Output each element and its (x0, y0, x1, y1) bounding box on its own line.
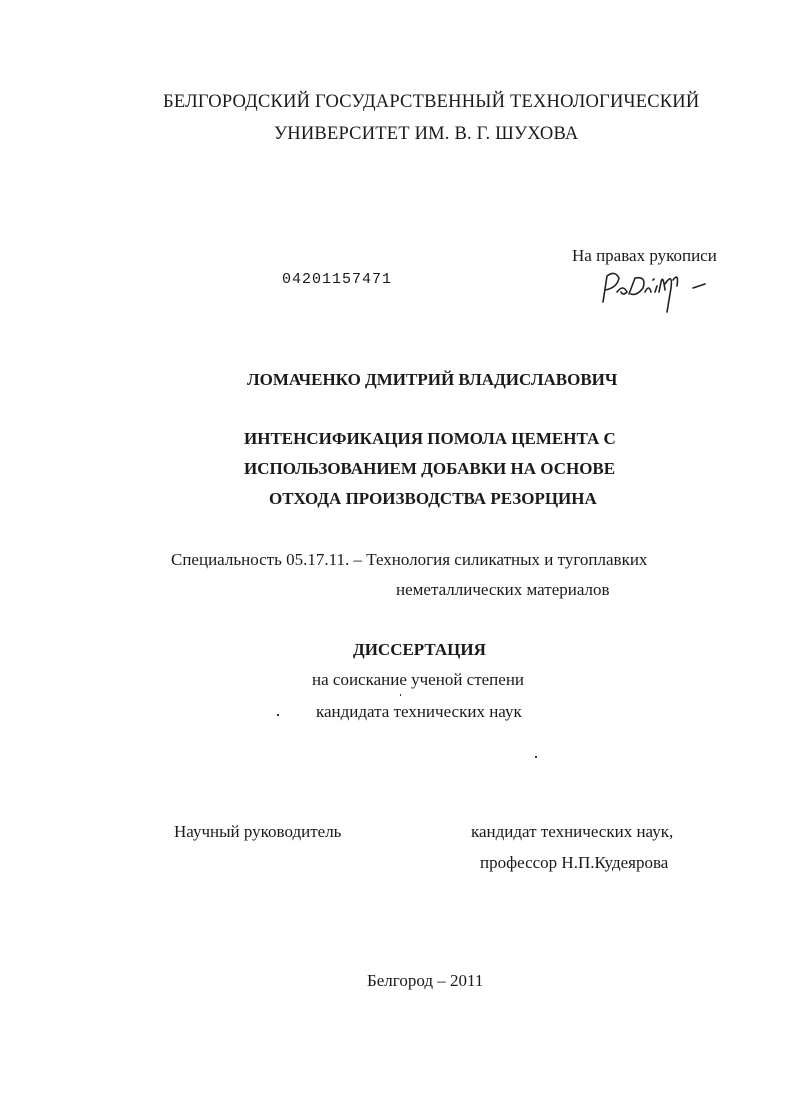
title-line-2: ИСПОЛЬЗОВАНИЕМ ДОБАВКИ НА ОСНОВЕ (244, 459, 616, 478)
scan-speck (535, 756, 537, 758)
university-line-1: БЕЛГОРОДСКИЙ ГОСУДАРСТВЕННЫЙ ТЕХНОЛОГИЧЕСКИЙ (163, 92, 700, 112)
supervisor-label: Научный руководитель (174, 822, 342, 841)
work-type-line-2: кандидата технических наук (316, 702, 522, 721)
author-signature (593, 262, 723, 322)
author-name: ЛОМАЧЕНКО ДМИТРИЙ ВЛАДИСЛАВОВИЧ (247, 370, 618, 389)
city-year: Белгород – 2011 (367, 971, 484, 990)
rights-note: На правах рукописи (572, 246, 717, 265)
title-line-3: ОТХОДА ПРОИЗВОДСТВА РЕЗОРЦИНА (269, 489, 597, 508)
work-type-heading: ДИССЕРТАЦИЯ (353, 640, 486, 659)
supervisor-degree: кандидат технических наук, (471, 822, 674, 841)
work-type-line-1: на соискание ученой степени (312, 670, 525, 689)
supervisor-name: профессор Н.П.Кудеярова (480, 853, 669, 872)
title-line-1: ИНТЕНСИФИКАЦИЯ ПОМОЛА ЦЕМЕНТА С (244, 429, 616, 448)
specialty-line-2: неметаллических материалов (396, 580, 610, 599)
catalog-number: 04201157471 (282, 271, 393, 288)
university-line-2: УНИВЕРСИТЕТ ИМ. В. Г. ШУХОВА (274, 124, 579, 144)
scan-speck (277, 714, 279, 716)
scan-speck (400, 694, 401, 696)
specialty-line-1: Специальность 05.17.11. – Технология силикатных и тугоплавких (171, 550, 648, 569)
